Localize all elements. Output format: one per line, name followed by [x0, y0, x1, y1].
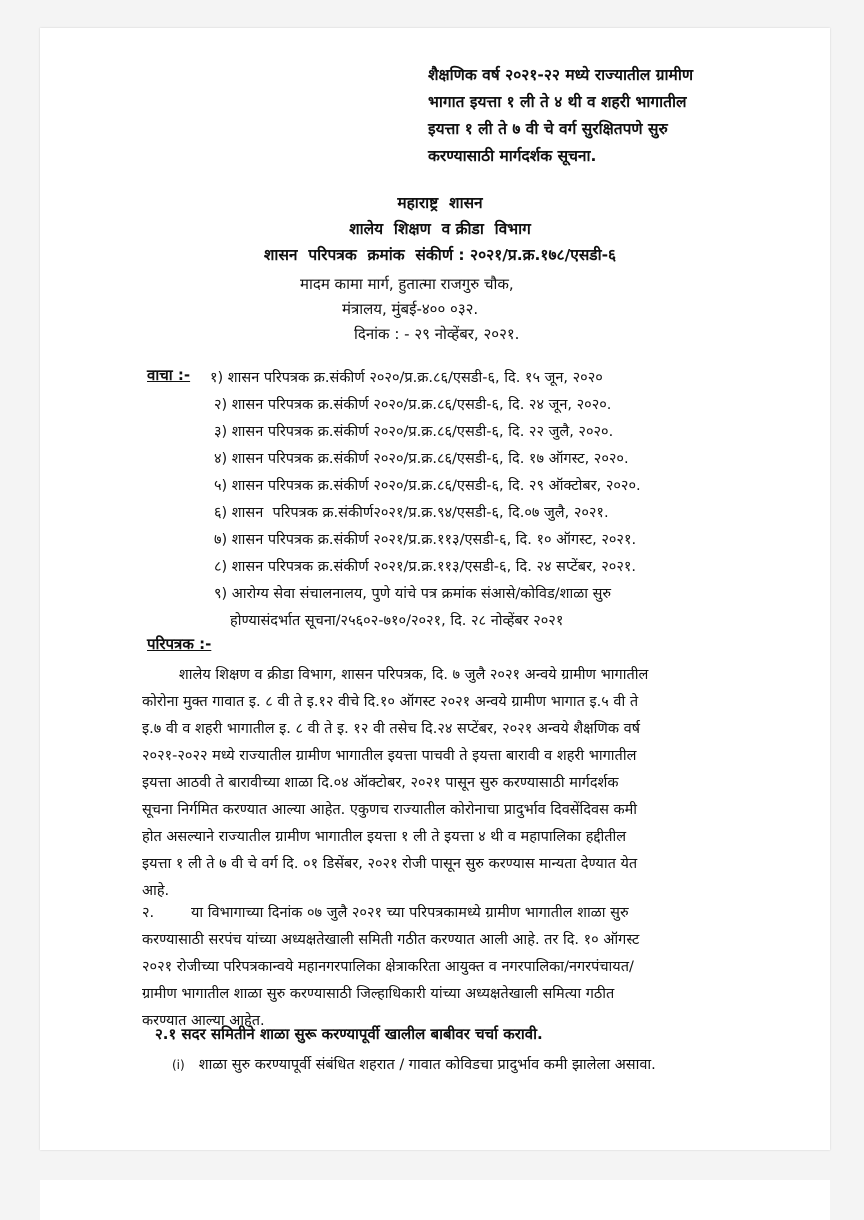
address-block [300, 272, 720, 347]
paragraph-line: ग्रामीण भागातील शाळा सुरु करण्यासाठी जिल्हाधिकारी यांच्या अध्यक्षतेखाली समित्या गठीत [142, 986, 615, 1002]
section-2-1-heading: २.१ सदर समितीने शाळा सुरू करण्यापूर्वी खालील बाबीवर चर्चा करावी. [155, 1025, 543, 1043]
issue-date: दिनांक : - २९ नोव्हेंबर, २०२१. [354, 325, 520, 343]
references-label: वाचा :- [147, 366, 191, 384]
paragraph-line: इ.७ वी व शहरी भागातील इ. ८ वी ते इ. १२ वी तसेच दि.२४ सप्टेंबर, २०२१ अन्वये शैक्षणिक वर्ष [142, 721, 641, 737]
reference-item: ९) आरोग्य सेवा संचालनालय, पुणे यांचे पत्र क्रमांक संआसे/कोविड/शाळा सुरु [214, 586, 612, 602]
reference-item: ८) शासन परिपत्रक क्र.संकीर्ण २०२१/प्र.क्र.११३/एसडी-६, दि. २४ सप्टेंबर, २०२१. [214, 559, 637, 575]
government-header [200, 190, 680, 268]
paragraph-line: करण्यासाठी सरपंच यांच्या अध्यक्षतेखाली समिती गठीत करण्यात आली आहे. तर दि. १० ऑगस्ट [142, 932, 640, 948]
subject-line: शैक्षणिक वर्ष २०२१-२२ मध्ये राज्यातील ग्रामीण [428, 66, 694, 84]
paragraph-line: २०२१-२०२२ मध्ये राज्यातील ग्रामीण भागातील इयत्ता पाचवी ते इयत्ता बारावी व शहरी भागातील [142, 748, 637, 764]
subject-line: भागात इयत्ता १ ली ते ४ थी व शहरी भागातील [428, 93, 687, 111]
circular-number: शासन परिपत्रक क्रमांक संकीर्ण : २०२१/प्र.क्र.१७८/एसडी-६ [263, 246, 617, 264]
circular-label: परिपत्रक :- [147, 635, 212, 653]
state-name: महाराष्ट्र शासन [397, 194, 483, 212]
paragraph-line: कोरोना मुक्त गावात इ. ८ वी ते इ.१२ वीचे दि.१० ऑगस्ट २०२१ अन्वये ग्रामीण भागात इ.५ वी ते [142, 694, 639, 710]
paragraph-line: होत असल्याने राज्यातील ग्रामीण भागातील इयत्ता १ ली ते इयत्ता ४ थी व महापालिका हद्दीतील [142, 829, 627, 845]
reference-item: ४) शासन परिपत्रक क्र.संकीर्ण २०२०/प्र.क्र.८६/एसडी-६, दि. १७ ऑगस्ट, २०२०. [214, 451, 629, 467]
address-line: मादम कामा मार्ग, हुतात्मा राजगुरु चौक, [300, 275, 514, 293]
paragraph-line: इयत्ता १ ली ते ७ वी चे वर्ग दि. ०१ डिसेंबर, २०२१ रोजी पासून सुरु करण्यास मान्यता देण्यात येत [142, 856, 638, 872]
paragraph-line: २. या विभागाच्या दिनांक ०७ जुलै २०२१ च्या परिपत्रकामध्ये ग्रामीण भागातील शाळा सुरु [142, 905, 629, 921]
paragraph-1 [142, 662, 762, 905]
subject-line: करण्यासाठी मार्गदर्शक सूचना. [428, 147, 597, 165]
paragraph-2 [142, 900, 762, 1035]
reference-item: १) शासन परिपत्रक क्र.संकीर्ण २०२०/प्र.क्र.८६/एसडी-६, दि. १५ जून, २०२० [210, 370, 603, 386]
subject-block [428, 62, 788, 170]
subject-line: इयत्ता १ ली ते ७ वी चे वर्ग सुरक्षितपणे सुरु [428, 120, 668, 138]
paragraph-line: २०२१ रोजीच्या परिपत्रकान्वये महानगरपालिका क्षेत्राकरिता आयुक्त व नगरपालिका/नगरपंचायत/ [142, 959, 634, 975]
next-page-edge [40, 1180, 830, 1220]
paragraph-line: आहे. [142, 883, 170, 899]
paragraph-line: शालेय शिक्षण व क्रीडा विभाग, शासन परिपत्रक, दि. ७ जुलै २०२१ अन्वये ग्रामीण भागातील [142, 667, 649, 683]
reference-item: ५) शासन परिपत्रक क्र.संकीर्ण २०२०/प्र.क्र.८६/एसडी-६, दि. २९ ऑक्टोबर, २०२०. [214, 478, 641, 494]
reference-item: ३) शासन परिपत्रक क्र.संकीर्ण २०२०/प्र.क्र.८६/एसडी-६, दि. २२ जुलै, २०२०. [214, 424, 614, 440]
item-number: (i) [172, 1058, 185, 1072]
paragraph-line: सूचना निर्गमित करण्यात आल्या आहेत. एकुणच राज्यातील कोरोनाचा प्रादुर्भाव दिवसेंदिवस कमी [142, 802, 638, 818]
department-name: शालेय शिक्षण व क्रीडा विभाग [349, 220, 531, 238]
references-list [210, 365, 790, 635]
reference-item: ७) शासन परिपत्रक क्र.संकीर्ण २०२१/प्र.क्र.११३/एसडी-६, दि. १० ऑगस्ट, २०२१. [214, 532, 637, 548]
address-line: मंत्रालय, मुंबई-४०० ०३२. [342, 300, 479, 318]
reference-item: ६) शासन परिपत्रक क्र.संकीर्ण२०२१/प्र.क्र.९४/एसडी-६, दि.०७ जुलै, २०२१. [214, 505, 609, 521]
paragraph-line: इयत्ता आठवी ते बारावीच्या शाळा दि.०४ ऑक्टोबर, २०२१ पासून सुरु करण्यासाठी मार्गदर्शक [142, 775, 619, 791]
reference-item: २) शासन परिपत्रक क्र.संकीर्ण २०२०/प्र.क्र.८६/एसडी-६, दि. २४ जून, २०२०. [214, 397, 612, 413]
item-text: शाळा सुरु करण्यापूर्वी संबंधित शहरात / गावात कोविडचा प्रादुर्भाव कमी झालेला असावा. [198, 1057, 656, 1073]
reference-item-continuation: होण्यासंदर्भात सूचना/२५६०२-७१०/२०२१, दि. २८ नोव्हेंबर २०२१ [230, 613, 564, 629]
section-2-1-item [172, 1054, 656, 1074]
paragraph-line: करण्यात आल्या आहेत. [142, 1013, 265, 1029]
